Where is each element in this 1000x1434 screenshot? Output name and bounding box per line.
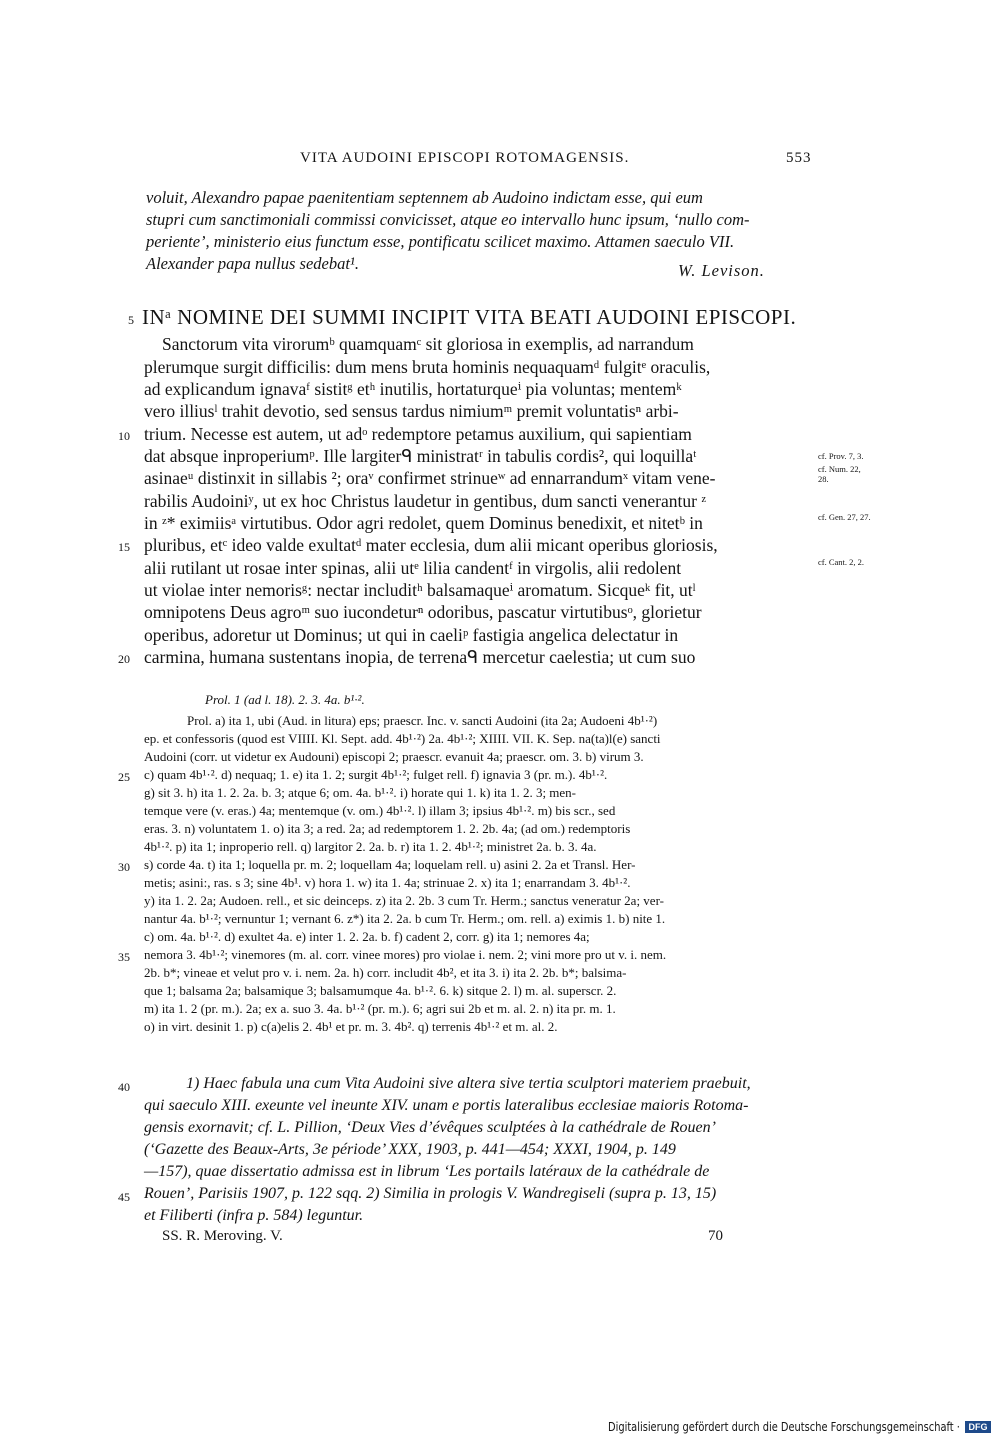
footnote-line: gensis exornavit; cf. L. Pillion, ‘Deux Vies d’évêques sculptées à la cathédrale de Rouen’ xyxy=(144,1119,716,1136)
apparatus-line: Prol. a) ita 1, ubi (Aud. in litura) eps; praescr. Inc. v. sancti Audoini (ita 2a; Audoeni 4b¹·²) xyxy=(187,713,658,728)
apparatus-line: 4b¹·². p) ita 1; inproperio rell. q) largitor 2. 2a. b. r) ita 1. 2. 4b¹·²; ministret 2a. b. 3. 4a. xyxy=(144,839,597,854)
margin-note: cf. Gen. 27, 27. xyxy=(818,512,871,522)
body-line: dat absque inproperiumᵖ. Ille largiterᑫ ministratʳ in tabulis cordis², qui loquillaᵗ xyxy=(144,446,697,466)
line-number: 35 xyxy=(118,950,130,964)
signature-line-left: SS. R. Meroving. V. xyxy=(162,1228,283,1244)
margin-note: cf. Cant. 2, 2. xyxy=(818,557,865,567)
body-line: pluribus, etᶜ ideo valde exultatᵈ mater ecclesia, dum alii micant operibus gloriosis, xyxy=(144,535,718,555)
page-title: INᵃ NOMINE DEI SUMMI INCIPIT VITA BEATI AUDOINI EPISCOPI. xyxy=(142,305,797,329)
apparatus-line: eras. 3. n) voluntatem 1. o) ita 3; a red. 2a; ad redemptorem 1. 2. 2b. 4a; (ad om.) redemptoris xyxy=(144,821,631,836)
margin-note: cf. Num. 22, 28. xyxy=(818,464,861,484)
signature: W. Levison. xyxy=(678,261,765,280)
line-number: 45 xyxy=(118,1190,130,1204)
digitization-credit: Digitalisierung gefördert durch die Deutsche Forschungsgemeinschaft · xyxy=(608,1420,960,1434)
apparatus-line: Prol. 1 (ad l. 18). 2. 3. 4a. b¹·². xyxy=(205,692,365,707)
signature-line-right: 70 xyxy=(708,1228,723,1244)
footnote-line: —157), quae dissertatio admissa est in librum ‘Les portails latéraux de la cathédrale de xyxy=(144,1163,710,1180)
apparatus-line: 2b. b*; vineae et velut pro v. i. nem. 2a. h) corr. includit 4b², et ita 3. i) ita 2. 2b. b*; balsima- xyxy=(144,965,627,980)
body-line: in ᶻ* eximiisᵃ virtutibus. Odor agri redolet, quem Dominus benedixit, et nitetᵇ in xyxy=(144,513,703,533)
apparatus-line: g) sit 3. h) ita 1. 2. 2a. b. 3; atque 6; om. 4a. b¹·². i) horate qui 1. k) ita 1. 2. 3; men- xyxy=(144,785,577,800)
apparatus-line: temque vere (v. eras.) 4a; mentemque (v. om.) 4b¹·². l) illam 3; ipsius 4b¹·². m) bis scr., sed xyxy=(144,803,616,818)
body-line: alii rutilant ut rosae inter spinas, alii utᵉ lilia candentᶠ in virgolis, alii redolent xyxy=(144,558,682,578)
apparatus-line: m) ita 1. 2 (pr. m.). 2a; ex a. suo 3. 4a. b¹·² (pr. m.). 6; agri sui 2b et m. al. 2. n) ita pr. m. 1. xyxy=(144,1001,616,1016)
line-number: 20 xyxy=(118,652,130,666)
body-line: ad explicandum ignavaᶠ sistitᵍ etʰ inutilis, hortaturqueⁱ pia voluntas; mentemᵏ xyxy=(144,379,682,399)
apparatus-line: ep. et confessoris (quod est VIIII. Kl. Sept. add. 4b¹·²) 2a. 4b¹·²; XIIII. VII. K. Sep. na(ta)l(e) sancti xyxy=(144,731,661,746)
line-number: 10 xyxy=(118,429,130,443)
body-line: plerumque surgit difficilis: dum mens bruta hominis nequaquamᵈ fulgitᵉ oraculis, xyxy=(144,357,711,377)
apparatus-line: c) quam 4b¹·². d) nequaq; 1. e) ita 1. 2; surgit 4b¹·²; fulget rell. f) ignavia 3 (pr. m.). 4b¹·². xyxy=(144,767,608,782)
apparatus-line: c) om. 4a. b¹·². d) exultet 4a. e) inter 1. 2. 2a. b. f) cadent 2, corr. g) ita 1; nemores 4a; xyxy=(144,929,590,944)
body-line: operibus, adoretur ut Dominus; ut qui in caeliᵖ fastigia angelica delectatur in xyxy=(144,625,679,645)
apparatus-line: que 1; balsama 2a; balsamique 3; balsamumque 4a. b¹·². 6. k) sitque 2. l) m. al. superscr. 2. xyxy=(144,983,617,998)
body-line: omnipotens Deus agroᵐ suo iucondeturⁿ odoribus, pascatur virtutibusᵒ, glorietur xyxy=(144,602,702,622)
line-number: 30 xyxy=(118,860,130,874)
body-line: asinaeᵘ distinxit in sillabis ²; oraᵛ confirmet strinueʷ ad ennarrandumˣ vitam vene- xyxy=(144,468,716,488)
body-line: vero illiusˡ trahit devotio, sed sensus tardus nimiumᵐ premit voluntatisⁿ arbi- xyxy=(144,401,679,421)
line-number: 40 xyxy=(118,1080,130,1094)
apparatus-line: metis; asini:, ras. s 3; sine 4b¹. v) hora 1. w) ita 1. 4a; strinuae 2. x) ita 1; enarrandam 3. 4b¹·². xyxy=(144,875,631,890)
intro-line: stupri cum sanctimoniali commissi convicisset, atque eo intervallo hunc ipsum, ‘nullo com- xyxy=(146,210,750,229)
body-line: carmina, humana sustentans inopia, de terrenaᑫ mercetur caelestia; ut cum suo xyxy=(144,647,696,667)
apparatus-line: y) ita 1. 2. 2a; Audoen. rell., et sic deinceps. z) ita 2. 2b. 3 cum Tr. Herm.; sanctus veneratur 2a; ver- xyxy=(144,893,664,908)
body-line: ut violae inter nemorisᵍ: nectar includitʰ balsamaqueⁱ aromatum. Sicqueᵏ fit, utˡ xyxy=(144,580,696,600)
apparatus-line: o) in virt. desinit 1. p) c(a)elis 2. 4b¹ et pr. m. 3. 4b². q) terrenis 4b¹·² et m. al. 2. xyxy=(144,1019,558,1034)
apparatus-line: nemora 3. 4b¹·²; vinemores (m. al. corr. vinee mores) pro violae i. nem. 2; vini more pro ut v. i. nem. xyxy=(144,947,667,962)
page-number: 553 xyxy=(786,150,812,166)
body-line: rabilis Audoiniʸ, ut ex hoc Christus laudetur in gentibus, dum sancti venerantur ᶻ xyxy=(144,491,707,511)
footnote-line: qui saeculo XIII. exeunte vel ineunte XIV. unam e portis lateralibus ecclesiae maioris Rotoma- xyxy=(144,1097,749,1114)
intro-line: Alexander papa nullus sedebat¹. xyxy=(146,254,359,273)
footnote-line: 1) Haec fabula una cum Vita Audoini sive altera sive tertia sculptori materiem praebuit, xyxy=(186,1075,751,1092)
line-number: 25 xyxy=(118,770,130,784)
body-line: trium. Necesse est autem, ut adᵒ redemptore petamus auxilium, qui sapientiam xyxy=(144,424,692,444)
intro-line: periente’, ministerio eius functum esse, pontificatu scilicet maximo. Attamen saeculo VII. xyxy=(146,232,735,251)
apparatus-line: nantur 4a. b¹·²; vernuntur 1; vernant 6. z*) ita 2. 2a. b cum Tr. Herm.; om. rell. a) eximis 1. b) nite 1. xyxy=(144,911,666,926)
apparatus-line: s) corde 4a. t) ita 1; loquella pr. m. 2; loquellam 4a; loquelam rell. u) asini 2. 2a et Transl. Her- xyxy=(144,857,636,872)
intro-line: voluit, Alexandro papae paenitentiam septennem ab Audoino indictam esse, qui eum xyxy=(146,188,703,207)
footnote-line: Rouen’, Parisiis 1907, p. 122 sqq. 2) Similia in prologis V. Wandregiseli (supra p. 13, 15) xyxy=(144,1185,717,1202)
dfg-logo: DFG xyxy=(965,1421,991,1433)
line-number: 5 xyxy=(128,313,134,327)
running-title: VITA AUDOINI EPISCOPI ROTOMAGENSIS. xyxy=(300,150,630,166)
footnote-line: et Filiberti (infra p. 584) leguntur. xyxy=(144,1207,364,1224)
apparatus-line: Audoini (corr. ut videtur ex Audouni) episcopi 2; praescr. evanuit 4a; praescr. om. 3. b) virum 3. xyxy=(144,749,644,764)
footnote-line: (‘Gazette des Beaux-Arts, 3e période’ XXX, 1903, p. 441—454; XXXI, 1904, p. 149 xyxy=(144,1141,676,1158)
line-number: 15 xyxy=(118,540,130,554)
body-line: Sanctorum vita virorumᵇ quamquamᶜ sit gloriosa in exemplis, ad narrandum xyxy=(162,334,694,354)
margin-note: cf. Prov. 7, 3. xyxy=(818,451,864,461)
